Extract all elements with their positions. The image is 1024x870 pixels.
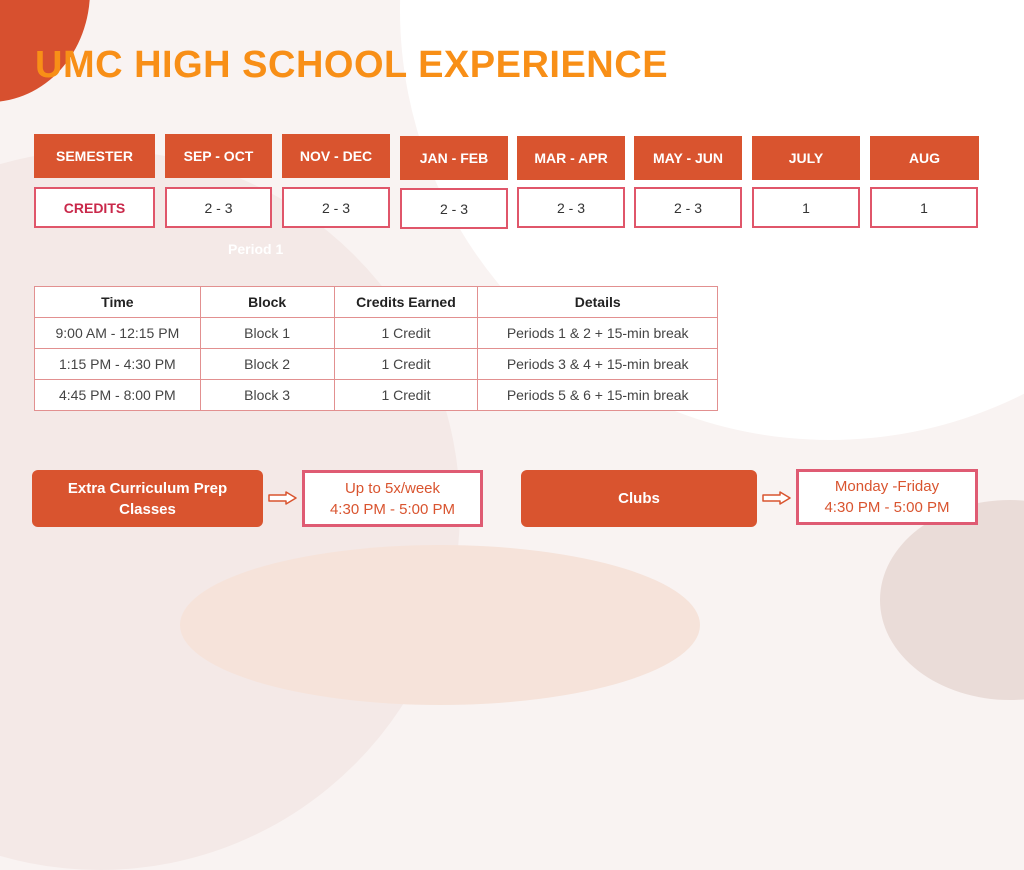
month-header: AUG xyxy=(870,136,979,180)
details-cell: Periods 3 & 4 + 15-min break xyxy=(478,349,718,380)
month-header: MAY - JUN xyxy=(634,136,742,180)
table-header-row xyxy=(35,287,718,318)
block-cell: Block 1 xyxy=(200,318,334,349)
month-header: JULY xyxy=(752,136,860,180)
clubs-schedule-box xyxy=(796,469,978,525)
credits-cell: 1 Credit xyxy=(334,349,478,380)
table-row xyxy=(35,349,718,380)
month-header: MAR - APR xyxy=(517,136,625,180)
credits-label: CREDITS xyxy=(34,187,155,228)
details-cell: Periods 5 & 6 + 15-min break xyxy=(478,380,718,411)
prep-schedule-box xyxy=(302,470,483,527)
time-cell: 1:15 PM - 4:30 PM xyxy=(35,349,201,380)
column-header: Details xyxy=(478,287,718,318)
schedule-table xyxy=(34,286,718,411)
credits-value: 1 xyxy=(870,187,978,228)
right-arrow-icon xyxy=(268,491,298,505)
right-arrow-icon xyxy=(762,491,792,505)
credits-cell: 1 Credit xyxy=(334,318,478,349)
credits-value: 2 - 3 xyxy=(517,187,625,228)
month-header: SEP - OCT xyxy=(165,134,272,178)
background-shape xyxy=(180,545,700,705)
credits-value: 2 - 3 xyxy=(634,187,742,228)
semester-header: SEMESTER xyxy=(34,134,155,178)
block-cell: Block 3 xyxy=(200,380,334,411)
clubs-days: Monday -Friday xyxy=(834,478,940,495)
month-header: JAN - FEB xyxy=(400,136,508,180)
clubs-label: Clubs xyxy=(521,470,757,527)
column-header: Credits Earned xyxy=(334,287,478,318)
clubs-time: 4:30 PM - 5:00 PM xyxy=(824,499,950,516)
credits-value: 1 xyxy=(752,187,860,228)
time-cell: 9:00 AM - 12:15 PM xyxy=(35,318,201,349)
ghost-text: Period 1 xyxy=(228,241,284,257)
prep-frequency: Up to 5x/week xyxy=(344,479,441,497)
details-cell: Periods 1 & 2 + 15-min break xyxy=(478,318,718,349)
table-row xyxy=(35,380,718,411)
column-header: Block xyxy=(200,287,334,318)
time-cell: 4:45 PM - 8:00 PM xyxy=(35,380,201,411)
page-title: UMC HIGH SCHOOL EXPERIENCE xyxy=(35,44,669,86)
credits-value: 2 - 3 xyxy=(400,188,508,229)
credits-cell: 1 Credit xyxy=(334,380,478,411)
background-shape xyxy=(880,500,1024,700)
column-header: Time xyxy=(35,287,201,318)
prep-classes-label: Extra Curriculum Prep Classes xyxy=(32,470,263,527)
block-cell: Block 2 xyxy=(200,349,334,380)
table-row xyxy=(35,318,718,349)
credits-value: 2 - 3 xyxy=(165,187,272,228)
prep-time: 4:30 PM - 5:00 PM xyxy=(329,500,456,518)
month-header: NOV - DEC xyxy=(282,134,390,178)
credits-value: 2 - 3 xyxy=(282,187,390,228)
